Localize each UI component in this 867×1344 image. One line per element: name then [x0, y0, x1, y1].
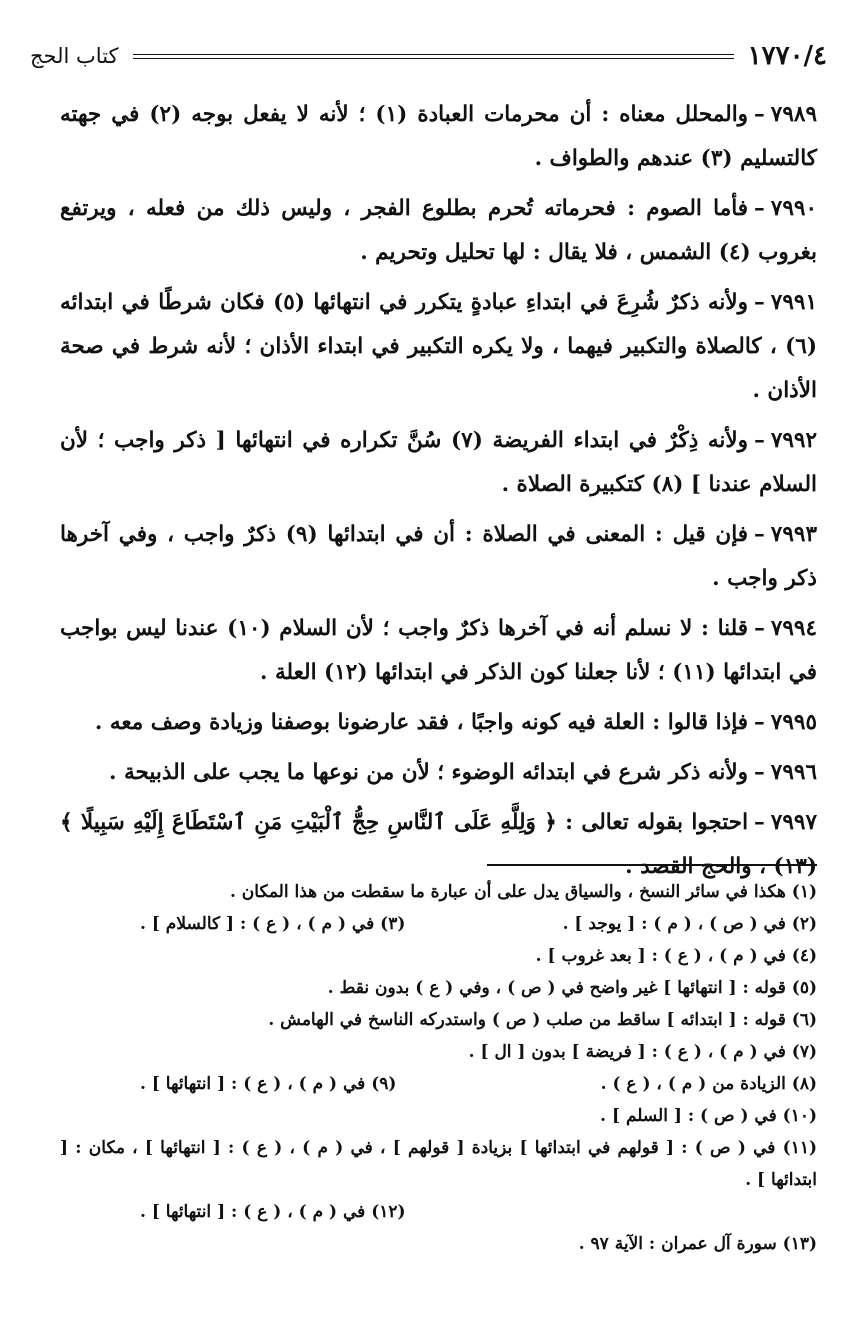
footnote-row: [60, 908, 817, 940]
paragraph-number: ٧٩٩٥: [770, 710, 817, 735]
paragraph-text: والمحلل معناه : أن محرمات العبادة (١) ؛ لأنه لا يفعل بوجه (٢) في جهته كالتسليم (٣) عندهم والطواف .: [60, 102, 817, 171]
page-number: ١٧٧٠/٤: [747, 41, 827, 71]
paragraph: ٧٩٩٤–قلنا : لا نسلم أنه في آخرها ذكرٌ واجب ؛ لأن السلام (١٠) عندنا ليس بواجب في ابتدائها (١١) ؛ لأنا جعلنا كون الذكر في ابتدائها (١٢) العلة .: [60, 616, 818, 685]
paragraph-number: ٧٩٩١: [770, 290, 817, 315]
paragraph-number: ٧٩٩٤: [770, 616, 818, 641]
paragraph-number: ٧٩٩٧: [770, 810, 817, 835]
paragraph-text: احتجوا بقوله تعالى : ﴿ وَلِلَّهِ عَلَى ٱلنَّاسِ حِجُّ ٱلْبَيْتِ مَنِ ٱسْتَطَاعَ إِلَيْهِ سَبِيلًا ﴾ (١٣) ، والحج القصد .: [60, 810, 817, 879]
footnote: (٥) قوله : [ انتهائها ] غير واضح في ( ص ) ، وفي ( ع ) بدون نقط .: [327, 978, 817, 998]
paragraph-text: فإذا قالوا : العلة فيه كونه واجبًا ، فقد عارضونا بوصفنا وزيادة وصف معه .: [94, 710, 749, 735]
paragraph: ٧٩٩٢–ولأنه ذِكْرٌ في ابتداء الفريضة (٧) سُنَّ تكراره في انتهائها [ ذكر واجب ؛ لأن السلام عندنا ] (٨) كتكبيرة الصلاة .: [60, 428, 818, 497]
footnote-divider: [487, 864, 817, 866]
footnote: (٣) في ( م ) ، ( ع ) : [ كالسلام ] .: [140, 914, 406, 934]
header-rule: [133, 54, 734, 59]
footnote: (٨) الزيادة من ( م ) ، ( ع ) .: [600, 1074, 817, 1094]
paragraph: ٧٩٩٠–فأما الصوم : فحرماته تُحرم بطلوع الفجر ، وليس ذلك من فعله ، ويرتفع بغروب (٤) الشمس ، فلا يقال : لها تحليل وتحريم .: [60, 196, 817, 265]
footnote: (٤) في ( م ) ، ( ع ) : [ بعد غروب ] .: [535, 946, 817, 966]
paragraph: ٧٩٨٩–والمحلل معناه : أن محرمات العبادة (١) ؛ لأنه لا يفعل بوجه (٢) في جهته كالتسليم (٣) عندهم والطواف .: [60, 102, 817, 171]
book-title: كتاب الحج: [30, 44, 119, 68]
footnote-row: [60, 1196, 817, 1228]
paragraph-text: ولأنه ذكرٌ شُرِعَ في ابتداءِ عبادةٍ يتكرر في انتهائها (٥) فكان شرطًا في ابتدائه (٦) ، كالصلاة والتكبير فيهما ، ولا يكره التكبير في ابتداء الأذان ؛ لأنه شرط في صحة الأذان .: [60, 290, 817, 403]
footnote: (١) هكذا في سائر النسخ ، والسياق يدل على أن عبارة ما سقطت من هذا المكان .: [229, 882, 817, 902]
page-header: [30, 34, 827, 78]
footnote: (١٣) سورة آل عمران : الآية ٩٧ .: [578, 1234, 817, 1254]
footnote: (١٠) في ( ص ) : [ السلم ] .: [600, 1106, 817, 1126]
footnote: (١١) في ( ص ) : [ قولهم في ابتدائها ] بزيادة [ قولهم ] ، في ( م ) ، ( ع ) : [ انتهائها ] ، مكان : [ ابتدائها ] .: [60, 1138, 817, 1190]
footnotes: [60, 876, 817, 1260]
paragraph-text: ولأنه ذكر شرع في ابتدائه الوضوء ؛ لأن من نوعها ما يجب على الذبيحة .: [108, 760, 749, 785]
paragraph: ٧٩٩٦–ولأنه ذكر شرع في ابتدائه الوضوء ؛ لأن من نوعها ما يجب على الذبيحة .: [108, 760, 817, 785]
paragraph-text: فإن قيل : المعنى في الصلاة : أن في ابتدائها (٩) ذكرٌ واجب ، وفي آخرها ذكر واجب .: [60, 522, 817, 591]
footnote: (١٢) في ( م ) ، ( ع ) : [ انتهائها ] .: [140, 1202, 406, 1222]
paragraph-number: ٧٩٩٣: [770, 522, 817, 547]
paragraph-text: قلنا : لا نسلم أنه في آخرها ذكرٌ واجب ؛ لأن السلام (١٠) عندنا ليس بواجب في ابتدائها (١١) ؛ لأنا جعلنا كون الذكر في ابتدائها (١٢) العلة .: [60, 616, 817, 685]
paragraph: ٧٩٩٣–فإن قيل : المعنى في الصلاة : أن في ابتدائها (٩) ذكرٌ واجب ، وفي آخرها ذكر واجب .: [60, 522, 817, 591]
paragraph-number: ٧٩٨٩: [770, 102, 817, 127]
paragraph: ٧٩٩٧–احتجوا بقوله تعالى : ﴿ وَلِلَّهِ عَلَى ٱلنَّاسِ حِجُّ ٱلْبَيْتِ مَنِ ٱسْتَطَاعَ إِلَيْهِ سَبِيلًا ﴾ (١٣) ، والحج القصد .: [60, 810, 817, 879]
paragraph-text: ولأنه ذِكْرٌ في ابتداء الفريضة (٧) سُنَّ تكراره في انتهائها [ ذكر واجب ؛ لأن السلام عندنا ] (٨) كتكبيرة الصلاة .: [60, 428, 817, 497]
footnote-row: [60, 1068, 817, 1100]
paragraph: ٧٩٩١–ولأنه ذكرٌ شُرِعَ في ابتداءِ عبادةٍ يتكرر في انتهائها (٥) فكان شرطًا في ابتدائه (٦) ، كالصلاة والتكبير فيهما ، ولا يكره التكبير في ابتداء الأذان ؛ لأنه شرط في صحة الأذان .: [60, 290, 817, 403]
paragraph-text: فأما الصوم : فحرماته تُحرم بطلوع الفجر ، وليس ذلك من فعله ، ويرتفع بغروب (٤) الشمس ، فلا يقال : لها تحليل وتحريم .: [60, 196, 817, 265]
paragraph-number: ٧٩٩٦: [770, 760, 817, 785]
footnote: (٦) قوله : [ ابتدائه ] ساقط من صلب ( ص ) واستدركه الناسخ في الهامش .: [268, 1010, 817, 1030]
footnote: (٩) في ( م ) ، ( ع ) : [ انتهائها ] .: [140, 1074, 397, 1094]
main-text: [60, 93, 817, 895]
paragraph-number: ٧٩٩٢: [770, 428, 818, 453]
footnote: (٧) في ( م ) ، ( ع ) : [ فريضة ] بدون [ ال ] .: [468, 1042, 817, 1062]
footnote: (٢) في ( ص ) ، ( م ) : [ يوجد ] .: [562, 914, 817, 934]
paragraph-number: ٧٩٩٠: [770, 196, 817, 221]
paragraph: ٧٩٩٥–فإذا قالوا : العلة فيه كونه واجبًا ، فقد عارضونا بوصفنا وزيادة وصف معه .: [94, 710, 817, 735]
